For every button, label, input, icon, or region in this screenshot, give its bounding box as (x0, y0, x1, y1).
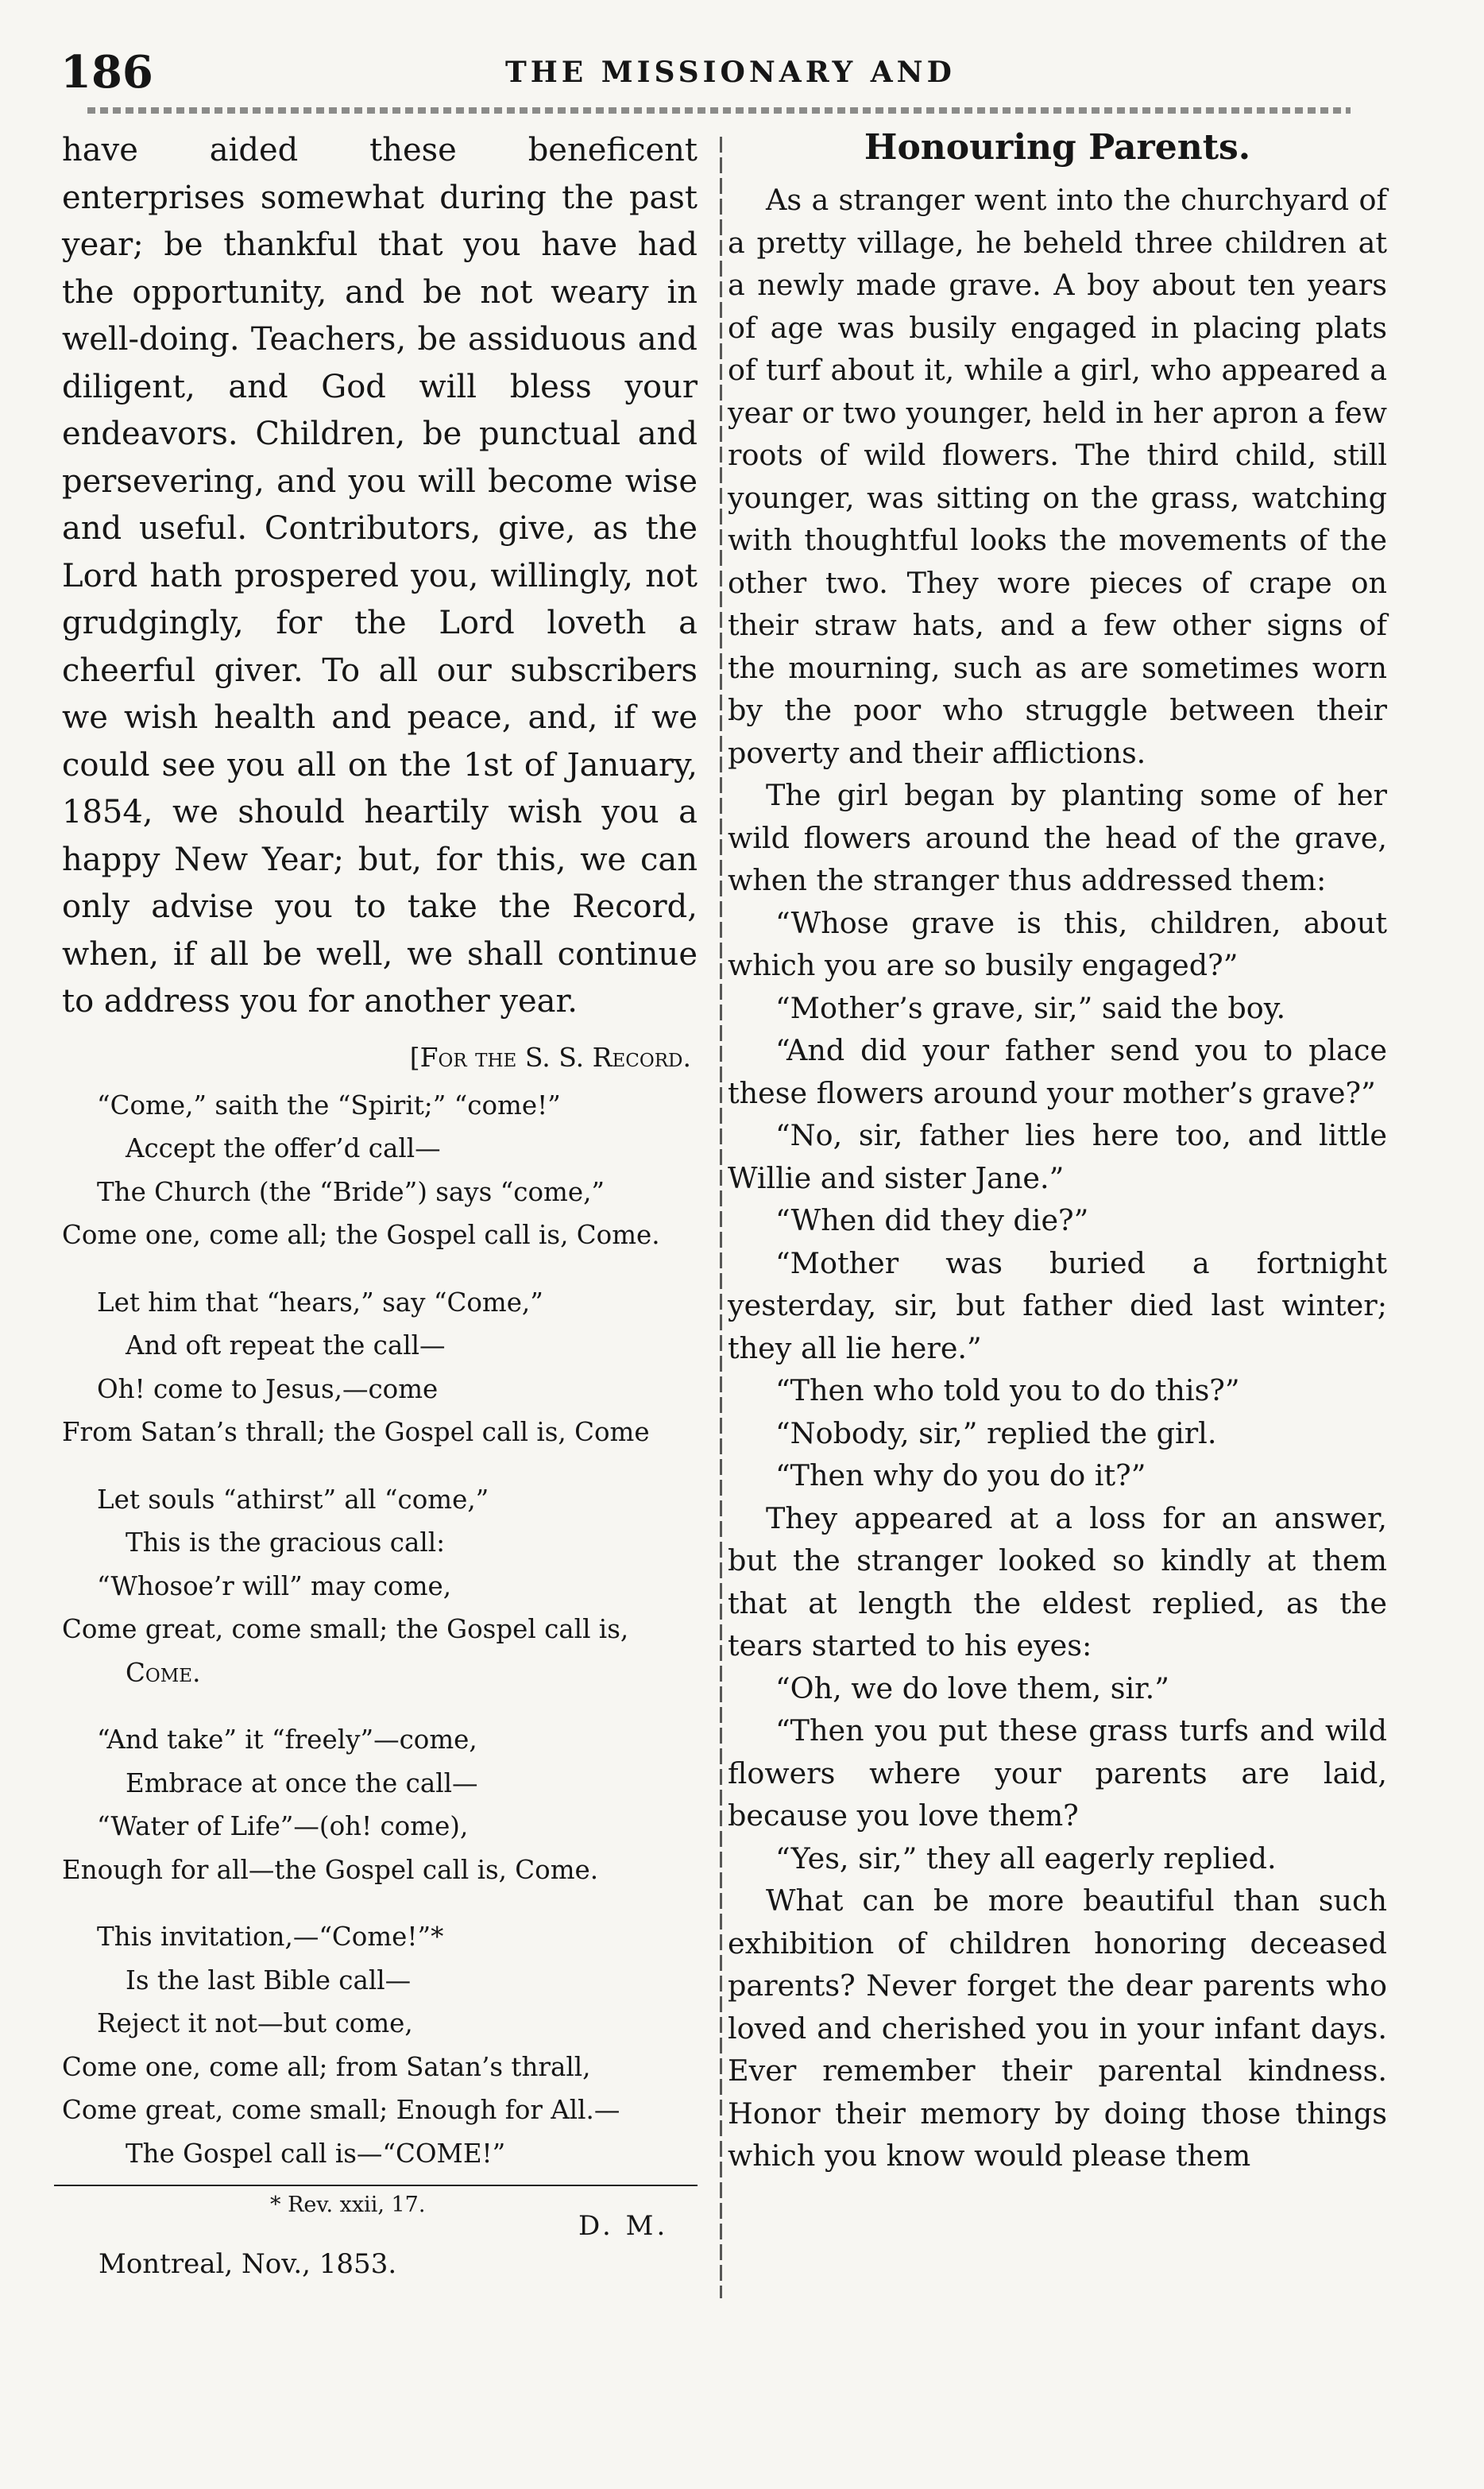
article-paragraph: “Then why do you do it?” (775, 1458, 1146, 1492)
right-column (728, 123, 1387, 2177)
article-paragraph: They appeared at a loss for an answer, but the stranger looked so kindly at them that at length the eldest replied, as the tears started to his eyes: (728, 1500, 1387, 1663)
stanza-3 (62, 1478, 698, 1695)
poem-line: Come great, come small; Enough for All.— (62, 2095, 620, 2125)
article-paragraph: “Yes, sir,” they all eagerly replied. (775, 1841, 1277, 1875)
poem (62, 1084, 698, 2176)
poem-line: Embrace at once the call— (126, 1767, 478, 1798)
stanza-1 (62, 1084, 698, 1257)
poem-line: And oft repeat the call— (126, 1330, 446, 1361)
poem-line: The Gospel call is—“COME!” (126, 2138, 506, 2169)
left-column (62, 127, 698, 2282)
article-paragraph: “Whose grave is this, children, about which you are so busily engaged?” (728, 905, 1387, 982)
article-paragraph: “Oh, we do love them, sir.” (775, 1670, 1169, 1705)
poem-line: Come one, come all; the Gospel call is, Come. (62, 1220, 660, 1250)
footnote: * Rev. xxii, 17. (270, 2193, 426, 2217)
article-paragraph: “Then who told you to do this?” (775, 1373, 1240, 1407)
poem-line: This is the gracious call: (126, 1527, 446, 1558)
article-paragraph: “Mother was buried a fortnight yesterday, sir, but father died last winter; they all lie here.” (728, 1245, 1387, 1365)
poem-line: Is the last Bible call— (126, 1964, 412, 1995)
article-paragraph: “Mother’s grave, sir,” said the boy. (775, 990, 1286, 1025)
article-paragraph: As a stranger went into the churchyard of a pretty village, he beheld three children at a newly made grave. A boy about ten years of age was busily engaged in placing plats of turf about it, while a girl, who appeared a year or two younger, held in her apron a few roots of wild flowers. The third child, still younger, was sitting on the grass, watching with thoughtful looks the movements of the other two. They wore pieces of crape on their straw hats, and a few other signs of the mourning, such as are sometimes worn by the poor who struggle between their poverty and their afflictions. (728, 183, 1387, 770)
column-divider (720, 137, 722, 2298)
poem-line: Oh! come to Jesus,—come (97, 1373, 439, 1404)
article-paragraph: “When did they die?” (775, 1203, 1089, 1237)
poem-line: Accept the offer’d call— (126, 1133, 441, 1163)
article-paragraph: The girl began by planting some of her wild flowers around the head of the grave, when the stranger thus addressed them: (728, 778, 1387, 897)
stanza-4 (62, 1718, 698, 1891)
page-number: 186 (60, 46, 153, 99)
poem-line: Come great, come small; the Gospel call is, (62, 1614, 629, 1644)
article-paragraph: “And did your father send you to place these flowers around your mother’s grave?” (728, 1033, 1387, 1110)
article-paragraph: “Then you put these grass turfs and wild flowers where your parents are laid, because you love them? (728, 1713, 1387, 1833)
poem-line: The Church (the “Bride”) says “come,” (97, 1176, 605, 1207)
poem-source: [For the S. S. Record. (409, 1041, 691, 1073)
page-header (60, 46, 1427, 102)
poem-line: From Satan’s thrall; the Gospel call is, Come (62, 1417, 650, 1447)
stanza-5 (62, 1915, 698, 2175)
poem-line: “And take” it “freely”—come, (97, 1724, 477, 1755)
poem-line: “Water of Life”—(oh! come), (97, 1811, 469, 1841)
poem-line: Reject it not—but come, (97, 2008, 413, 2038)
poem-line: Come. (126, 1657, 201, 1688)
stanza-2 (62, 1281, 698, 1454)
poem-line: Enough for all—the Gospel call is, Come. (62, 1854, 599, 1885)
poem-line: This invitation,—“Come!”* (97, 1922, 444, 1952)
poem-line: “Whosoe’r will” may come, (97, 1570, 452, 1601)
signature: D. M. (578, 2210, 669, 2242)
poem-line: Let him that “hears,” say “Come,” (97, 1287, 543, 1318)
dateline: Montreal, Nov., 1853. (99, 2248, 397, 2280)
poem-line: Come one, come all; from Satan’s thrall, (62, 2051, 591, 2082)
footnote-area (62, 2186, 698, 2282)
poem-line: Let souls “athirst” all “come,” (97, 1484, 489, 1515)
article-paragraph: What can be more beautiful than such exhibition of children honoring deceased parents? Never forget the dear parents who loved and cherished you in your infant days. Ever remember their parental kindness. Honor their memory by doing those things which you know would please them (728, 1883, 1387, 2173)
header-rule (87, 107, 1351, 114)
running-title: THE MISSIONARY AND (505, 56, 956, 89)
closing-paragraph: have aided these beneficent enterprises somewhat during the past year; be thankful that you have had the opportunity, and be not weary in well-doing. Teachers, be assiduous and diligent, and God will bless your endeavors. Children, be punctual and persevering, and you will become wise and useful. Contributors, give, as the Lord hath prospered you, willingly, not grudgingly, for the Lord loveth a cheerful giver. To all our subscribers we wish health and peace, and, if we could see you all on the 1st of January, 1854, we should heartily wish you a happy New Year; but, for this, we can only advise you to take the Record, when, if all be well, we shall continue to address you for another year. (62, 132, 698, 1020)
article-paragraph: “No, sir, father lies here too, and little Willie and sister Jane.” (728, 1118, 1387, 1195)
article-paragraph: “Nobody, sir,” replied the girl. (775, 1415, 1217, 1450)
article-title: Honouring Parents. (864, 127, 1251, 168)
poem-line: “Come,” saith the “Spirit;” “come!” (97, 1090, 561, 1121)
